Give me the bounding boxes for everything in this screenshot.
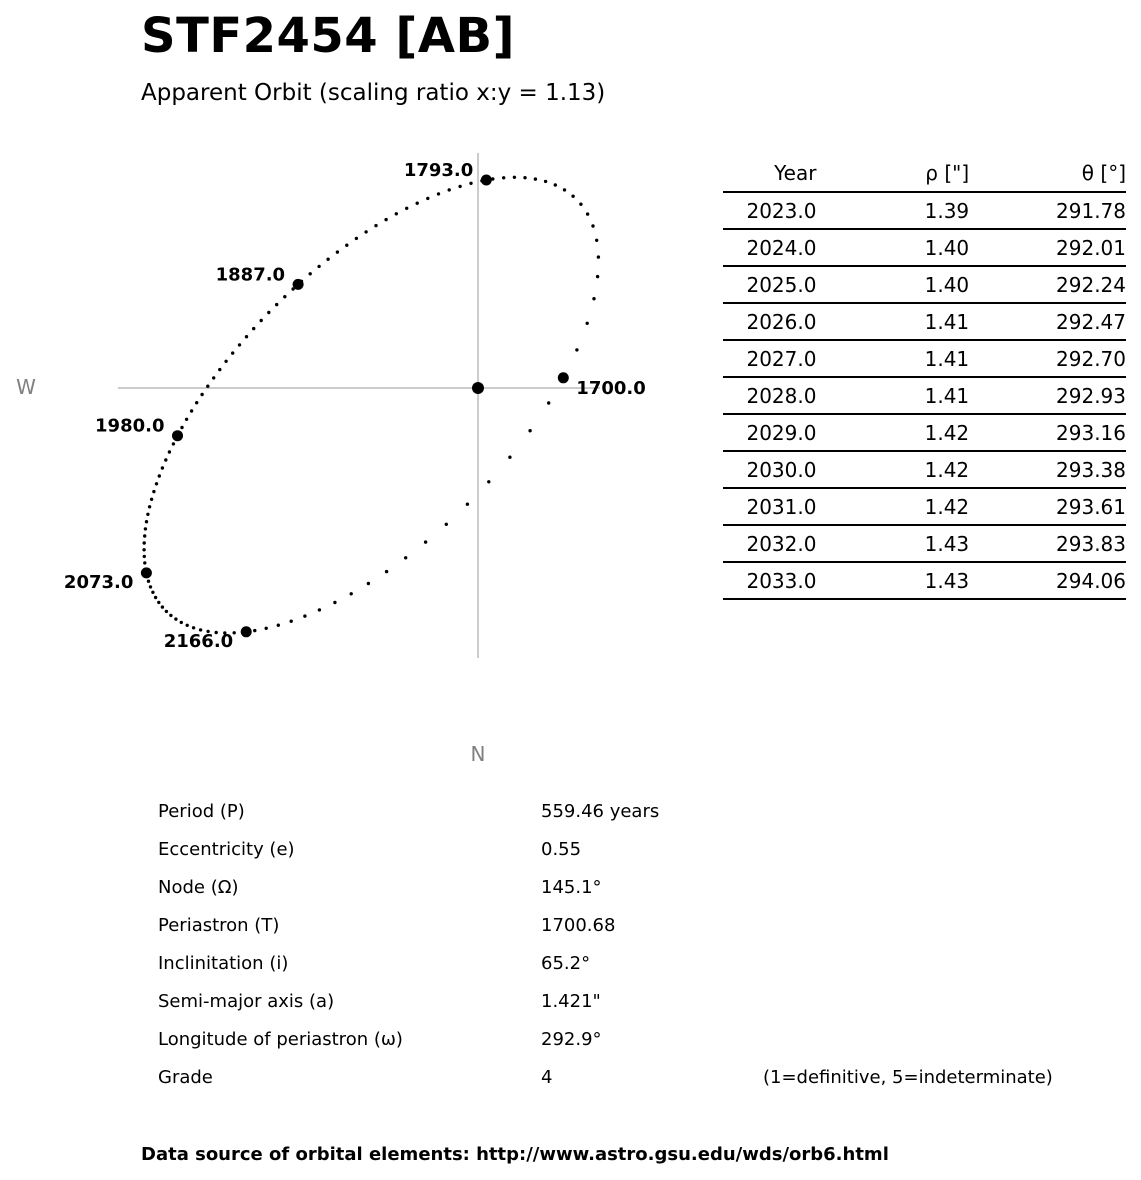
epoch-marker [241, 626, 252, 637]
cell-theta: 292.24 [969, 266, 1126, 303]
cell-rho: 1.42 [816, 414, 969, 451]
orbit-point [437, 192, 440, 195]
orbit-point [384, 218, 387, 221]
element-value: 145.1° [541, 877, 602, 898]
element-label: Periastron (T) [158, 915, 280, 936]
orbit-point [147, 580, 150, 583]
orbit-point [591, 224, 594, 227]
cell-rho: 1.41 [816, 377, 969, 414]
orbit-point [466, 503, 469, 506]
element-value: 0.55 [541, 839, 582, 860]
element-value: 4 [541, 1067, 553, 1088]
orbit-point [345, 244, 348, 247]
orbit-point [579, 203, 582, 206]
orbit-point [143, 541, 146, 544]
cell-rho: 1.43 [816, 562, 969, 599]
orbit-point [206, 385, 209, 388]
orbit-point [597, 255, 600, 258]
column-header-rho: ρ ["] [816, 155, 969, 192]
orbit-point [143, 534, 146, 537]
orbit-point [150, 498, 153, 501]
orbit-point [326, 258, 329, 261]
orbit-point [277, 624, 280, 627]
orbit-point [547, 401, 550, 404]
cell-theta: 291.78 [969, 192, 1126, 229]
cell-rho: 1.39 [816, 192, 969, 229]
table-row [723, 266, 1126, 303]
element-label: Grade [158, 1067, 213, 1088]
cell-theta: 293.16 [969, 414, 1126, 451]
cell-year: 2026.0 [723, 303, 816, 340]
cell-theta: 292.93 [969, 377, 1126, 414]
orbit-point [586, 322, 589, 325]
orbit-point [595, 239, 598, 242]
data-source-note: Data source of orbital elements: http://www.astro.gsu.edu/wds/orb6.html [141, 1144, 889, 1165]
epoch-label: 1980.0 [95, 415, 165, 437]
orbit-point [575, 348, 578, 351]
epoch-label: 2073.0 [63, 571, 134, 593]
cell-year: 2023.0 [723, 192, 816, 229]
cell-theta: 293.38 [969, 451, 1126, 488]
cell-year: 2029.0 [723, 414, 816, 451]
cell-theta: 292.47 [969, 303, 1126, 340]
orbit-point [404, 556, 407, 559]
orbit-point [502, 176, 505, 179]
orbit-point [336, 250, 339, 253]
cell-rho: 1.40 [816, 266, 969, 303]
element-value: 292.9° [541, 1029, 602, 1050]
orbit-point [165, 610, 168, 613]
orbit-point [283, 295, 286, 298]
table-row [723, 562, 1126, 599]
epoch-label: 1887.0 [215, 264, 286, 286]
element-value: 1.421" [541, 991, 601, 1012]
column-header-year: Year [723, 155, 816, 192]
orbit-point [416, 202, 419, 205]
grade-note: (1=definitive, 5=indeterminate) [763, 1067, 1053, 1088]
cell-theta: 292.01 [969, 229, 1126, 266]
orbit-point [405, 207, 408, 210]
orbit-point [350, 592, 353, 595]
orbit-point [523, 176, 526, 179]
epoch-marker [172, 430, 183, 441]
cell-year: 2024.0 [723, 229, 816, 266]
orbit-point [180, 426, 183, 429]
orbit-point [303, 614, 306, 617]
orbit-point [154, 596, 157, 599]
cell-rho: 1.41 [816, 303, 969, 340]
orbit-point [190, 409, 193, 412]
orbit-point [195, 401, 198, 404]
element-value: 65.2° [541, 953, 591, 974]
cell-year: 2027.0 [723, 340, 816, 377]
orbit-point [395, 212, 398, 215]
cell-year: 2025.0 [723, 266, 816, 303]
orbit-point [212, 376, 215, 379]
table-row [723, 451, 1126, 488]
orbit-point [168, 450, 171, 453]
orbit-point [426, 197, 429, 200]
page-subtitle: Apparent Orbit (scaling ratio x:y = 1.13) [141, 80, 606, 106]
epoch-marker [558, 372, 569, 383]
orbit-point [245, 335, 248, 338]
epoch-marker [141, 567, 152, 578]
epoch-labels [64, 160, 646, 652]
epoch-markers [141, 175, 569, 638]
element-value: 559.46 years [541, 801, 660, 822]
cell-theta: 292.70 [969, 340, 1126, 377]
table-row [723, 525, 1126, 562]
orbit-point [260, 319, 263, 322]
orbit-point [253, 629, 256, 632]
epoch-marker [293, 279, 304, 290]
orbit-point [544, 180, 547, 183]
epoch-label: 1700.0 [576, 377, 646, 399]
table-row [723, 192, 1126, 229]
orbit-point [238, 343, 241, 346]
compass-west-label: W [16, 375, 36, 399]
orbit-point [554, 183, 557, 186]
orbit-plot [0, 140, 700, 780]
orbit-point [252, 327, 255, 330]
table-row [723, 340, 1126, 377]
orbit-point [174, 617, 177, 620]
orbit-point [148, 505, 151, 508]
orbit-point [224, 360, 227, 363]
compass-north-label: N [470, 742, 486, 766]
orbit-point [448, 188, 451, 191]
cell-theta: 293.83 [969, 525, 1126, 562]
orbit-point [275, 303, 278, 306]
epoch-label: 2166.0 [163, 630, 234, 652]
orbit-point [157, 601, 160, 604]
table-row [723, 377, 1126, 414]
column-header-theta: θ [°] [969, 155, 1126, 192]
orbit-point [152, 490, 155, 493]
epoch-label: 1793.0 [403, 160, 474, 181]
orbit-point [218, 368, 221, 371]
orbit-point [385, 570, 388, 573]
orbit-point [169, 614, 172, 617]
orbit-point [146, 513, 149, 516]
primary-star-marker [472, 382, 484, 394]
page-title: STF2454 [AB] [141, 8, 516, 64]
cell-year: 2033.0 [723, 562, 816, 599]
cell-rho: 1.43 [816, 525, 969, 562]
plot-axes [16, 153, 600, 766]
orbit-point [563, 188, 566, 191]
orbit-point [445, 523, 448, 526]
orbit-point [424, 540, 427, 543]
element-value: 1700.68 [541, 915, 616, 936]
orbit-point [143, 561, 146, 564]
orbit-point [333, 601, 336, 604]
element-label: Period (P) [158, 801, 245, 822]
orbit-point [161, 466, 164, 469]
orbit-point [596, 275, 599, 278]
orbit-point [586, 212, 589, 215]
element-label: Node (Ω) [158, 877, 239, 898]
orbit-point [508, 456, 511, 459]
orbit-point [231, 351, 234, 354]
orbit-point [161, 605, 164, 608]
orbit-point [172, 442, 175, 445]
orbit-point [364, 230, 367, 233]
cell-rho: 1.42 [816, 451, 969, 488]
orbit-point [164, 458, 167, 461]
orbit-point [186, 624, 189, 627]
orbit-point [487, 480, 490, 483]
orbit-point [142, 548, 145, 551]
orbit-point [469, 182, 472, 185]
cell-year: 2028.0 [723, 377, 816, 414]
orbit-point [149, 585, 152, 588]
cell-rho: 1.42 [816, 488, 969, 525]
table-row [723, 303, 1126, 340]
orbit-point [185, 418, 188, 421]
orbit-point [513, 176, 516, 179]
orbit-point [458, 185, 461, 188]
element-label: Longitude of periastron (ω) [158, 1029, 403, 1050]
orbit-point [267, 311, 270, 314]
orbit-point [367, 582, 370, 585]
orbit-point [192, 626, 195, 629]
table-row [723, 488, 1126, 525]
orbit-point [528, 429, 531, 432]
orbit-point [571, 195, 574, 198]
orbit-point [355, 237, 358, 240]
orbit-point [180, 621, 183, 624]
cell-theta: 294.06 [969, 562, 1126, 599]
orbit-point [318, 608, 321, 611]
orbit-point [143, 555, 146, 558]
orbit-point [290, 620, 293, 623]
orbit-path [142, 176, 600, 635]
orbit-point [151, 591, 154, 594]
cell-year: 2032.0 [723, 525, 816, 562]
cell-rho: 1.41 [816, 340, 969, 377]
table-row [723, 414, 1126, 451]
table-row [723, 229, 1126, 266]
element-label: Inclinitation (i) [158, 953, 289, 974]
cell-year: 2030.0 [723, 451, 816, 488]
element-label: Eccentricity (e) [158, 839, 295, 860]
orbit-point [155, 482, 158, 485]
cell-rho: 1.40 [816, 229, 969, 266]
orbit-point [145, 520, 148, 523]
epoch-marker [481, 175, 492, 186]
orbit-point [158, 474, 161, 477]
ephemeris-table [723, 155, 1126, 600]
cell-theta: 293.61 [969, 488, 1126, 525]
element-label: Semi-major axis (a) [158, 991, 335, 1012]
orbit-point [309, 272, 312, 275]
orbit-point [592, 297, 595, 300]
orbit-point [534, 177, 537, 180]
table-header-row [723, 155, 1126, 192]
orbit-point [144, 527, 147, 530]
cell-year: 2031.0 [723, 488, 816, 525]
orbit-point [200, 393, 203, 396]
orbit-point [317, 265, 320, 268]
orbit-point [265, 627, 268, 630]
orbit-point [374, 224, 377, 227]
